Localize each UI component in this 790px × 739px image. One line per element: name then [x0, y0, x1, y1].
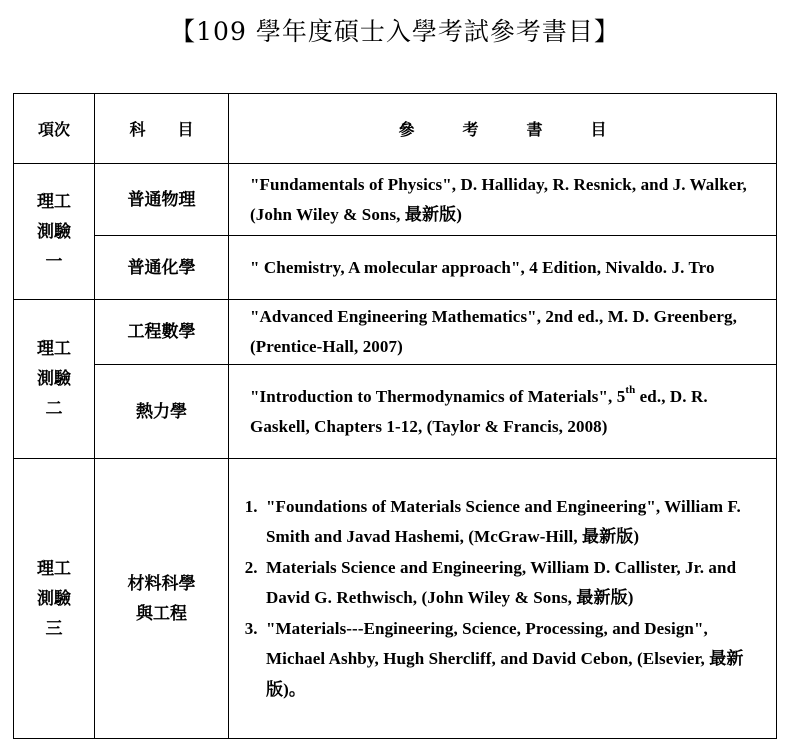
subject-cell: 普通物理	[95, 164, 229, 236]
item-label: 理工	[37, 191, 71, 212]
reference-text: )	[633, 527, 640, 547]
header-subject: 科 目	[95, 94, 229, 164]
reference-text: )	[456, 204, 462, 224]
reference-text: "Advanced Engineering Mathematics", 2nd ed., M. D. Greenberg, (Prentice-Hall, 2007)	[250, 307, 737, 356]
table-row	[14, 236, 777, 300]
reference-text: "Introduction to Thermodynamics of Materials", 5	[250, 386, 626, 406]
list-item	[262, 553, 768, 614]
reference-text: "Fundamentals of Physics", D. Halliday, R. Resnick, and J. Walker, (John Wiley & Sons,	[250, 174, 747, 224]
subject-label: 與工程	[136, 603, 187, 624]
item-label: 測驗	[37, 221, 71, 242]
reference-cell	[229, 164, 777, 236]
reference-text: ed., D. R. Gaskell, Chapters 1-12, (Taylor & Francis, 2008)	[250, 386, 708, 436]
reference-cell	[229, 236, 777, 300]
reference-text: )。	[283, 679, 306, 699]
table-row	[14, 365, 777, 459]
subject-cell	[95, 459, 229, 739]
reference-text: Materials Science and Engineering, William D. Callister, Jr. and David G. Rethwisch, (John Wiley & Sons,	[266, 557, 737, 608]
subject-label: 材料科學	[127, 573, 196, 594]
item-label: 理工	[37, 339, 71, 359]
reference-cell	[229, 300, 777, 365]
edition-superscript: th	[625, 383, 636, 396]
subject-cell: 熱力學	[95, 365, 229, 459]
reference-edition: 最新版	[404, 204, 457, 225]
item-label: 測驗	[37, 588, 71, 609]
reference-text: )	[627, 588, 634, 608]
item-label: 一	[45, 251, 63, 272]
reference-text: " Chemistry, A molecular approach", 4 Edition, Nivaldo. J. Tro	[250, 257, 715, 277]
header-item: 項次	[14, 94, 95, 164]
list-item	[262, 614, 768, 706]
header-row	[14, 94, 777, 164]
reference-list	[239, 492, 768, 706]
reference-text: "Materials---Engineering, Science, Processing, and Design", Michael Ashby, Hugh Shercliff, and David Cebon, (Elsevier,	[266, 618, 710, 669]
reference-table	[13, 93, 777, 739]
page-title: 【109 學年度碩士入學考試參考書目】	[170, 17, 620, 46]
item-label: 測驗	[37, 369, 71, 389]
reference-edition: 最新版	[576, 588, 628, 609]
reference-edition: 最新版	[266, 649, 744, 700]
table-row	[14, 164, 777, 236]
reference-cell	[229, 365, 777, 459]
header-references: 參 考 書 目	[229, 94, 777, 164]
table-row	[14, 300, 777, 365]
subject-cell: 工程數學	[95, 300, 229, 365]
reference-text: "Foundations of Materials Science and Engineering", William F. Smith and Javad Hashemi, (McGraw-Hill,	[266, 496, 741, 547]
subject-cell: 普通化學	[95, 236, 229, 300]
reference-cell	[229, 459, 777, 739]
item-cell	[14, 459, 95, 739]
list-item	[262, 492, 768, 553]
item-cell	[14, 164, 95, 300]
item-cell	[14, 300, 95, 459]
table-row	[14, 459, 777, 739]
reference-edition: 最新版	[582, 527, 634, 548]
item-label: 三	[45, 618, 63, 639]
item-label: 二	[45, 399, 63, 419]
item-label: 理工	[37, 558, 71, 579]
